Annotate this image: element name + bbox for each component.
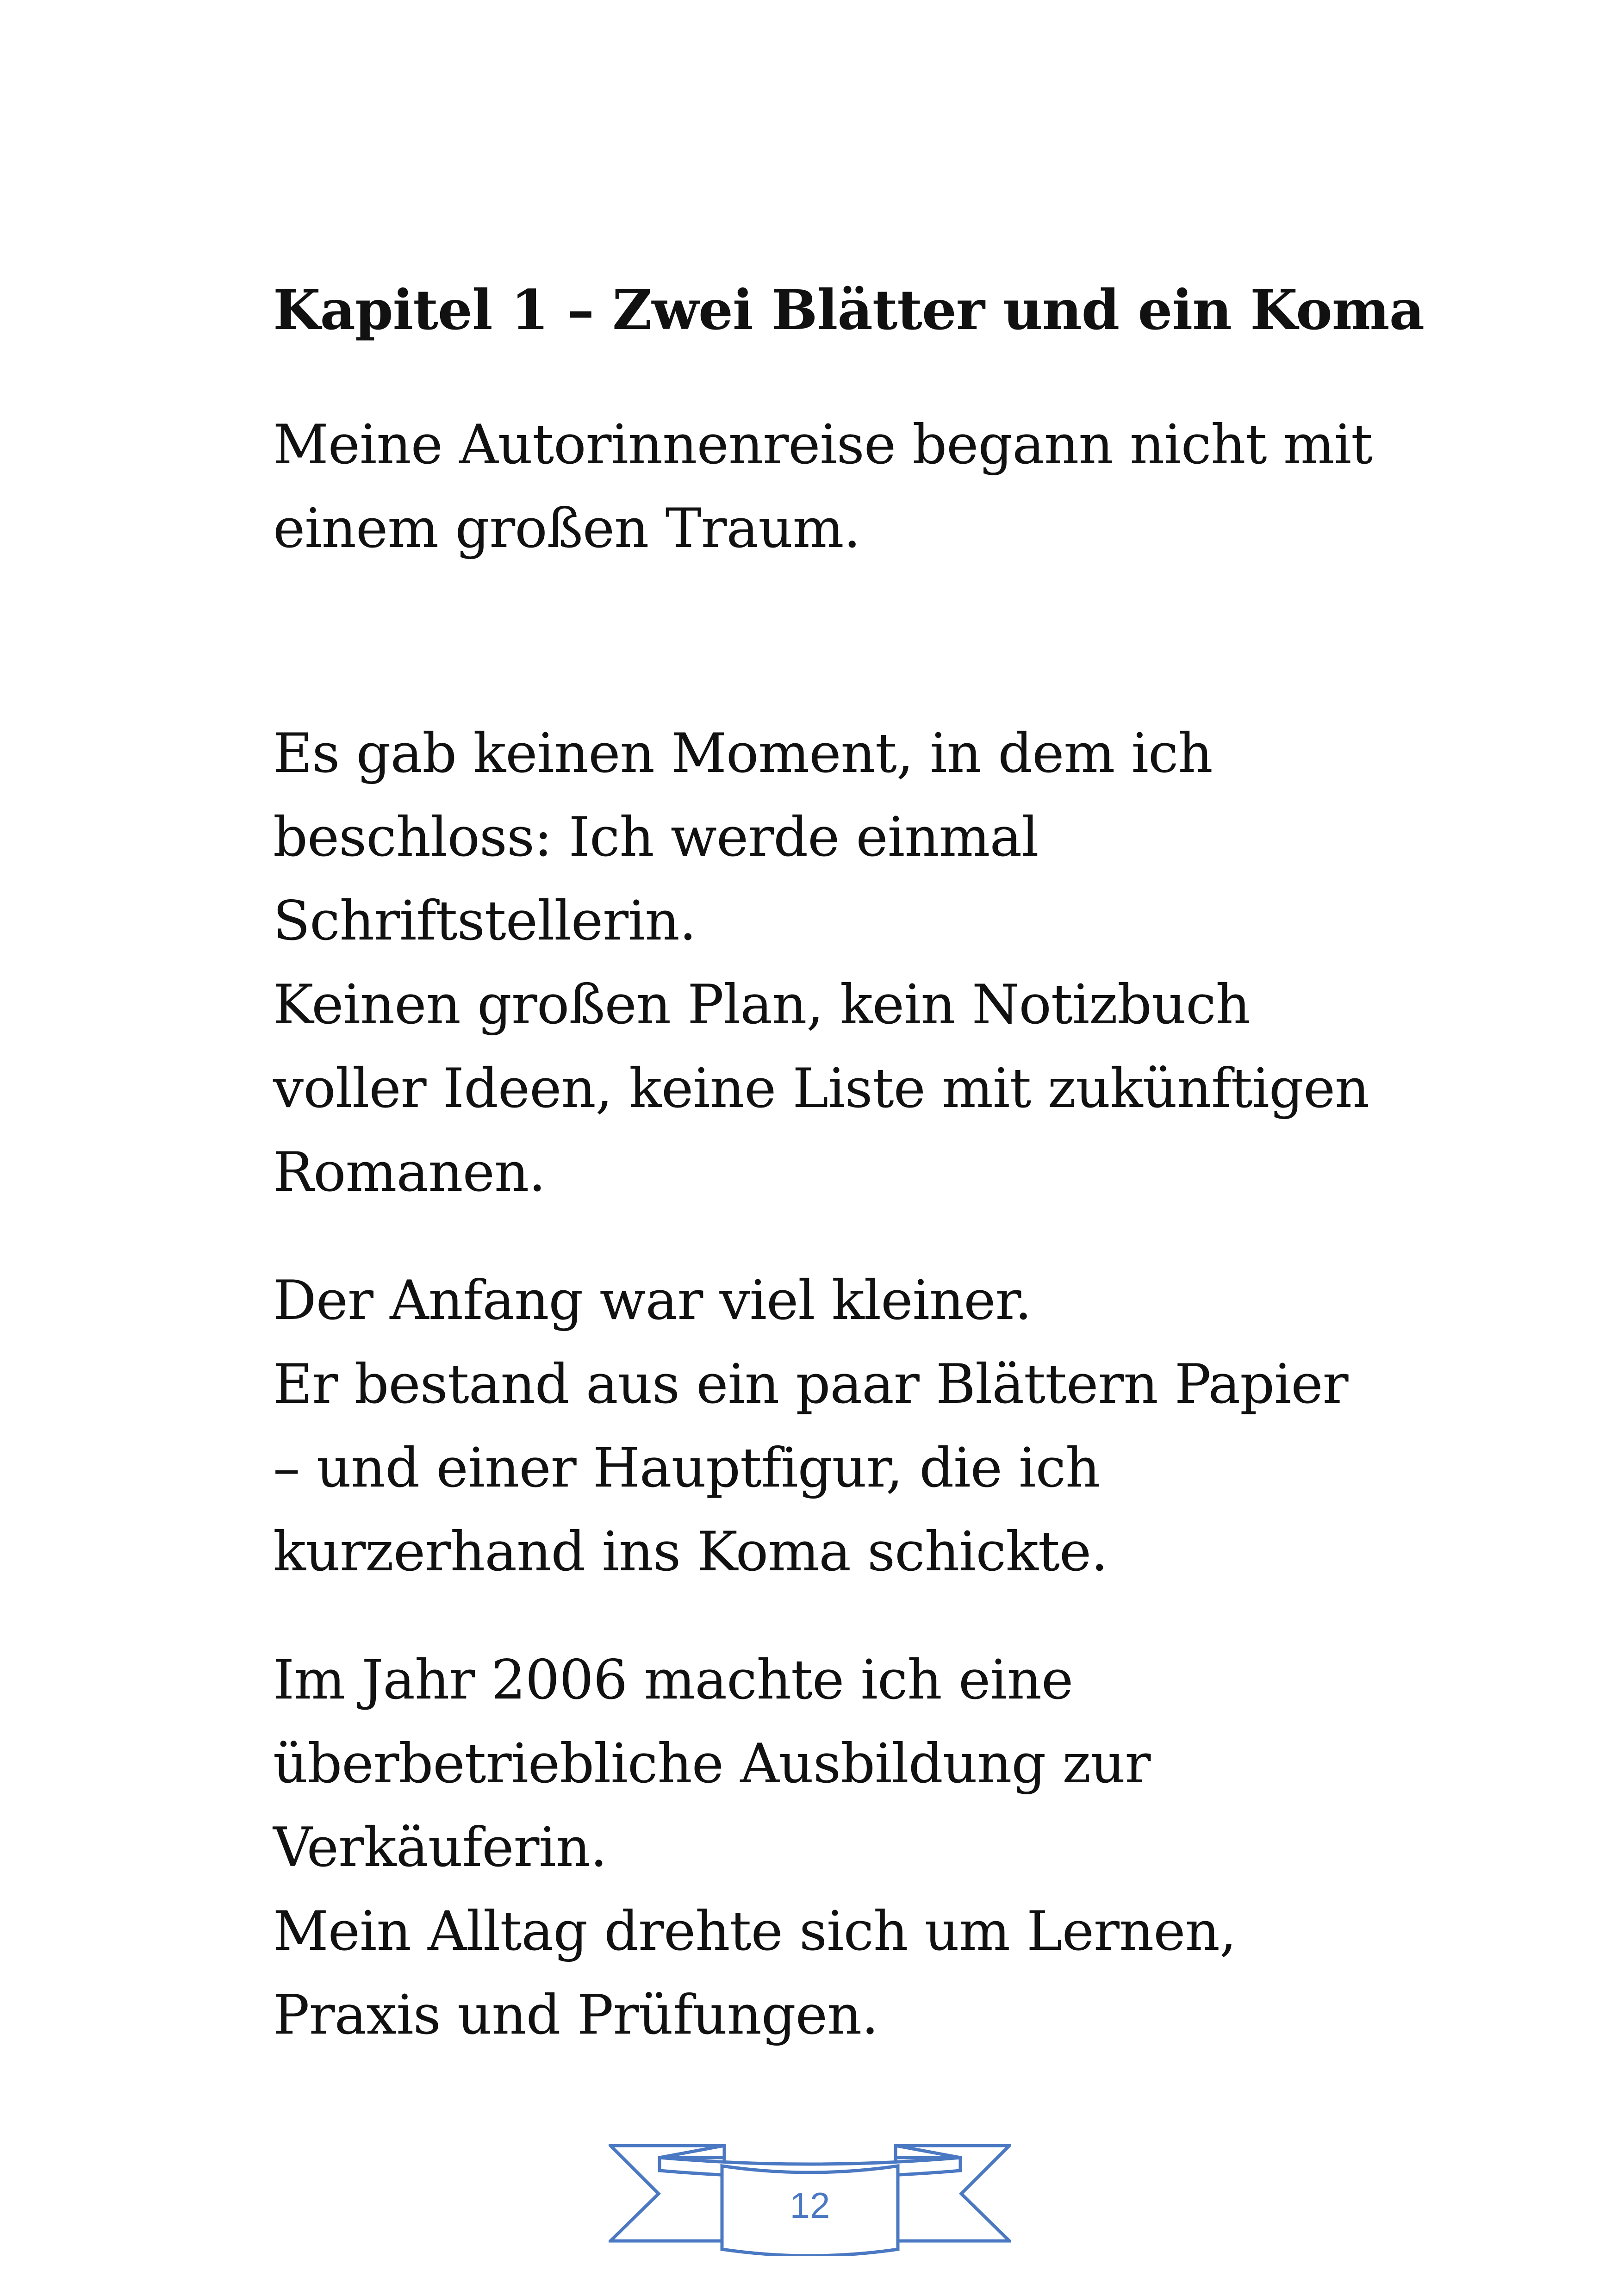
paragraph-4 [273, 1638, 1384, 2057]
page-number: 12 [790, 2185, 830, 2226]
paragraph-line: Im Jahr 2006 machte ich eine [273, 1648, 1073, 1711]
paragraph-line: beschloss: Ich werde einmal [273, 805, 1039, 869]
paragraph-1 [273, 403, 1384, 570]
paragraph-line: Romanen. [273, 1140, 546, 1204]
paragraph-line: Meine Autorinnenreise begann nicht mit [273, 413, 1373, 476]
paragraph-line: voller Ideen, keine Liste mit zukünftigen [273, 1057, 1369, 1120]
paragraph-line: Keinen großen Plan, kein Notizbuch [273, 973, 1251, 1036]
paragraph-line: kurzerhand ins Koma schickte. [273, 1520, 1108, 1583]
paragraph-line: Schriftstellerin. [273, 889, 696, 952]
paragraph-line: Es gab keinen Moment, in dem ich [273, 722, 1213, 785]
paragraph-line: Mein Alltag drehte sich um Lernen, [273, 1899, 1237, 1963]
paragraph-spacer [273, 570, 1384, 711]
paragraph-2 [273, 711, 1384, 1214]
paragraph-line: Praxis und Prüfungen. [273, 1983, 878, 2047]
page-content [273, 268, 1425, 2057]
paragraph-line: Er bestand aus ein paar Blättern Papier [273, 1352, 1348, 1416]
paragraph-spacer [273, 1593, 1384, 1638]
chapter-title: Kapitel 1 – Zwei Blätter und ein Koma [273, 278, 1425, 342]
paragraph-line: Verkäuferin. [273, 1816, 607, 1879]
paragraph-line: überbetriebliche Ausbildung zur [273, 1732, 1151, 1795]
paragraph-3 [273, 1258, 1384, 1593]
paragraph-spacer [273, 1214, 1384, 1258]
paragraph-line: – und einer Hauptfigur, die ich [273, 1436, 1100, 1500]
paragraph-line: Der Anfang war viel kleiner. [273, 1269, 1032, 1332]
paragraph-line: einem großen Traum. [273, 497, 860, 560]
